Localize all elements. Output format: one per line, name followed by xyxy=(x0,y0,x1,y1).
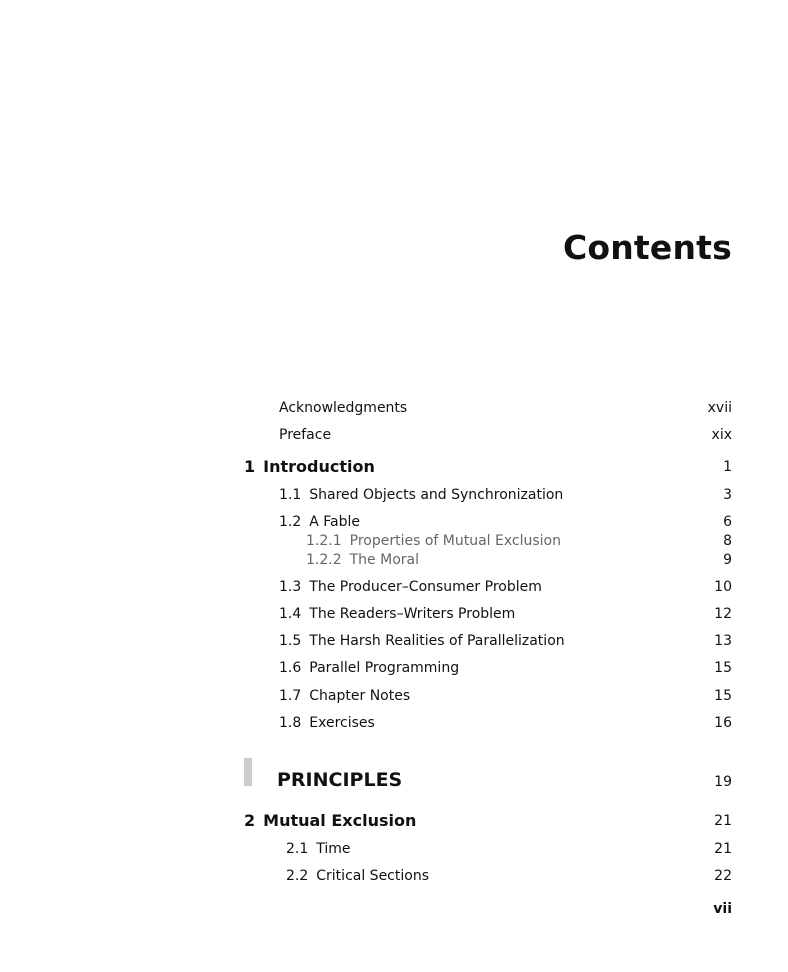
toc-chapter-label xyxy=(244,456,375,478)
toc-subsection-title: The Moral xyxy=(349,552,419,568)
toc-chapter-label xyxy=(244,810,416,832)
toc-chapter-title: Mutual Exclusion xyxy=(263,811,417,830)
toc-section-title: The Producer–Consumer Problem xyxy=(309,579,542,595)
toc-section-page: 13 xyxy=(714,633,732,649)
toc-section-title: The Harsh Realities of Parallelization xyxy=(309,633,565,649)
toc-section-number: 1.6 xyxy=(279,660,302,676)
toc-subsection-1-2-1[interactable] xyxy=(0,532,732,550)
toc-section-label xyxy=(279,604,515,624)
toc-section-1-3[interactable] xyxy=(0,577,732,597)
toc-section-1-8[interactable] xyxy=(0,713,732,733)
toc-section-1-2[interactable] xyxy=(0,512,732,532)
toc-section-title: Time xyxy=(316,841,351,857)
toc-entry-acknowledgments[interactable] xyxy=(0,398,732,418)
toc-chapter-number: 2 xyxy=(244,811,256,830)
toc-entry-label: Preface xyxy=(279,427,332,443)
toc-section-2-1[interactable] xyxy=(0,839,732,859)
toc-entry-page: xix xyxy=(711,427,732,443)
toc-entry-page: xvii xyxy=(707,400,732,416)
toc-chapter-1[interactable] xyxy=(0,456,732,478)
toc-subsection-1-2-2[interactable] xyxy=(0,551,732,569)
toc-section-title: Chapter Notes xyxy=(309,688,411,704)
toc-subsection-label xyxy=(306,551,419,569)
toc-chapter-2[interactable] xyxy=(0,810,732,832)
toc-part-1[interactable] xyxy=(0,766,732,794)
toc-section-page: 6 xyxy=(723,514,732,530)
toc-chapter-page: 21 xyxy=(714,813,732,829)
toc-section-page: 12 xyxy=(714,606,732,622)
toc-section-number: 1.5 xyxy=(279,633,302,649)
toc-section-label xyxy=(279,577,542,597)
toc-section-number: 1.3 xyxy=(279,579,302,595)
toc-section-label xyxy=(279,485,563,505)
toc-section-label xyxy=(279,686,410,706)
toc-section-1-7[interactable] xyxy=(0,686,732,706)
toc-part-page: 19 xyxy=(714,774,732,790)
toc-section-page: 16 xyxy=(714,715,732,731)
toc-section-number: 1.4 xyxy=(279,606,302,622)
toc-section-number: 1.1 xyxy=(279,487,302,503)
toc-section-1-5[interactable] xyxy=(0,631,732,651)
toc-chapter-page: 1 xyxy=(723,459,732,475)
toc-section-number: 1.2 xyxy=(279,514,302,530)
toc-section-label xyxy=(286,866,429,886)
toc-section-1-1[interactable] xyxy=(0,485,732,505)
toc-section-1-6[interactable] xyxy=(0,658,732,678)
toc-section-label xyxy=(279,713,375,733)
toc-section-number: 1.8 xyxy=(279,715,302,731)
toc-subsection-number: 1.2.2 xyxy=(306,552,342,568)
toc-section-page: 3 xyxy=(723,487,732,503)
toc-section-page: 15 xyxy=(714,660,732,676)
toc-chapter-title: Introduction xyxy=(263,457,375,476)
toc-section-1-4[interactable] xyxy=(0,604,732,624)
toc-subsection-label xyxy=(306,532,561,550)
toc-subsection-title: Properties of Mutual Exclusion xyxy=(349,533,561,549)
page-title: Contents xyxy=(562,228,732,267)
toc-section-label xyxy=(279,631,565,651)
toc-section-page: 15 xyxy=(714,688,732,704)
toc-entry-preface[interactable] xyxy=(0,425,732,445)
toc-section-number: 1.7 xyxy=(279,688,302,704)
toc-section-title: Shared Objects and Synchronization xyxy=(309,487,564,503)
toc-section-title: Exercises xyxy=(309,715,375,731)
toc-chapter-number: 1 xyxy=(244,457,256,476)
toc-subsection-page: 8 xyxy=(723,533,732,549)
toc-section-title: Critical Sections xyxy=(316,868,429,884)
toc-section-title: A Fable xyxy=(309,514,361,530)
toc-section-title: The Readers–Writers Problem xyxy=(309,606,516,622)
toc-section-2-2[interactable] xyxy=(0,866,732,886)
toc-section-label xyxy=(279,512,360,532)
toc-section-number: 2.2 xyxy=(286,868,309,884)
toc-section-title: Parallel Programming xyxy=(309,660,460,676)
toc-section-label xyxy=(286,839,351,859)
toc-section-page: 10 xyxy=(714,579,732,595)
toc-entry-label: Acknowledgments xyxy=(279,400,408,416)
toc-section-number: 2.1 xyxy=(286,841,309,857)
toc-subsection-page: 9 xyxy=(723,552,732,568)
toc-part-title: PRINCIPLES xyxy=(277,769,403,791)
toc-section-page: 22 xyxy=(714,868,732,884)
toc-subsection-number: 1.2.1 xyxy=(306,533,342,549)
toc-section-page: 21 xyxy=(714,841,732,857)
page-folio: vii xyxy=(713,901,732,917)
toc-section-label xyxy=(279,658,459,678)
